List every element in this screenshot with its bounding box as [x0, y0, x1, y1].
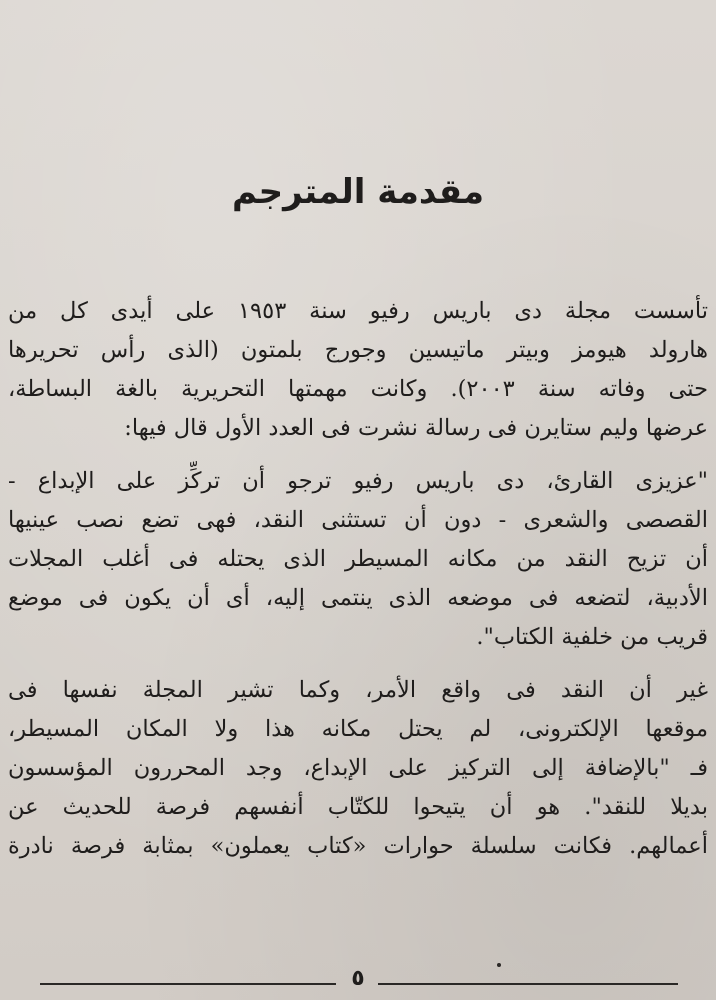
page-title: مقدمة المترجم — [231, 172, 485, 212]
paragraph-gap — [8, 448, 708, 462]
text-line: هارولد هيومز وبيتر ماتيسين وجورج بلمتون (الذى رأس تحريرها — [8, 337, 708, 363]
body-text — [8, 292, 708, 866]
page-number: ٥ — [351, 966, 365, 991]
text-line: أعمالهم. فكانت سلسلة حوارات «كتاب يعملون» بمثابة فرصة نادرة — [8, 833, 708, 859]
paragraph-gap — [8, 657, 708, 671]
text-line: غير أن النقد فى واقع الأمر، وكما تشير المجلة نفسها فى — [8, 677, 708, 703]
ornament-dot — [497, 963, 501, 967]
text-line: "عزيزى القارئ، دى باريس رفيو ترجو أن تركِّز على الإبداع - — [8, 468, 708, 494]
footer-rule-right — [378, 983, 678, 985]
footer-rule-left — [40, 983, 336, 985]
paragraph-1 — [8, 292, 708, 448]
text-line: بديلا للنقد". هو أن يتيحوا للكتّاب أنفسهم فرصة للحديث عن — [8, 794, 708, 820]
paragraph-3 — [8, 671, 708, 866]
text-line: حتى وفاته سنة ٢٠٠٣). وكانت مهمتها التحريرية بالغة البساطة، — [8, 376, 708, 402]
text-line: القصصى والشعرى - دون أن تستثنى النقد، فهى تضع نصب عينيها — [8, 507, 708, 533]
text-line: موقعها الإلكترونى، لم يحتل مكانه هذا ولا المكان المسيطر، — [8, 716, 708, 742]
text-line: فـ "بالإضافة إلى التركيز على الإبداع، وجد المحررون المؤسسون — [8, 755, 708, 781]
text-line: قريب من خلفية الكتاب". — [476, 624, 708, 650]
text-line: أن تزيح النقد من مكانه المسيطر الذى يحتله فى أغلب المجلات — [8, 546, 708, 572]
text-line: تأسست مجلة دى باريس رفيو سنة ١٩٥٣ على أيدى كل من — [8, 298, 708, 324]
paragraph-2 — [8, 462, 708, 657]
text-line: عرضها وليم ستايرن فى رسالة نشرت فى العدد الأول قال فيها: — [124, 415, 708, 441]
text-line: الأدبية، لتضعه فى موضعه الذى ينتمى إليه، أى أن يكون فى موضع — [8, 585, 708, 611]
